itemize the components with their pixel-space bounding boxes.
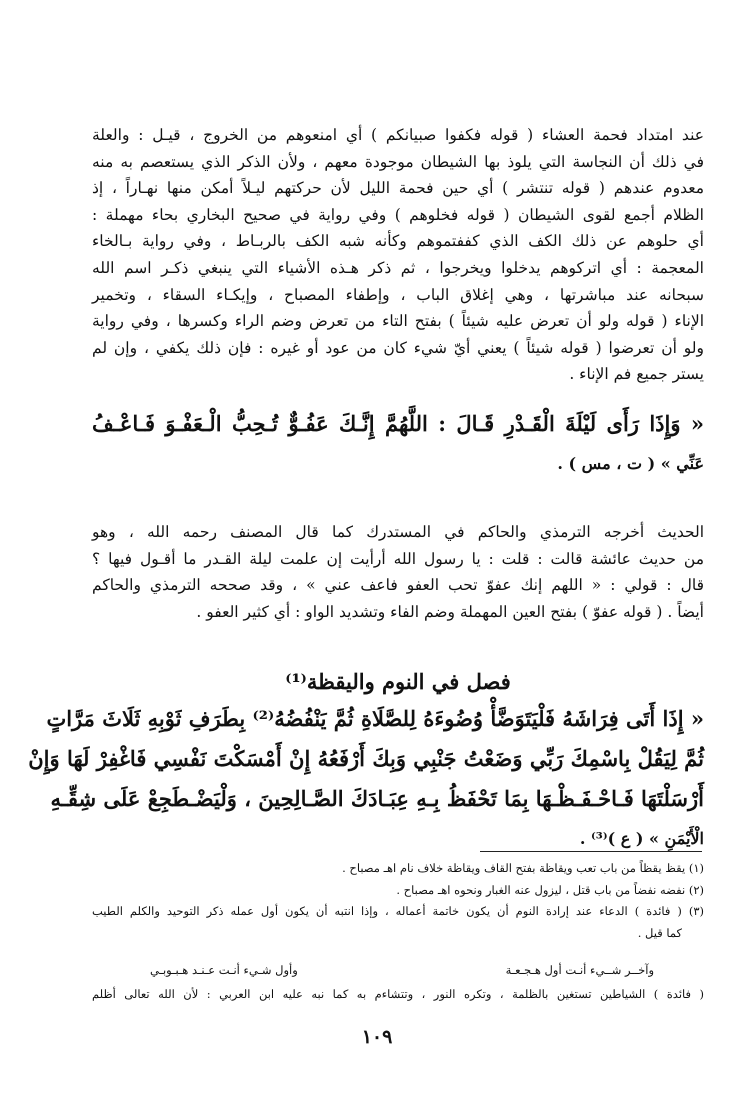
commentary-line: في ذلك أن النجاسة التي يلوذ بها الشيطان موجودة معهم ، ولأن الذكر الذي يستعصم به منه	[92, 152, 704, 171]
footnote: كما قيل .	[637, 925, 682, 940]
commentary-line: الحديث أخرجه الترمذي والحاكم في المستدرك كما قال المصنف رحمه الله ، وهو	[92, 523, 704, 541]
verse-second-hemistich: وأول شـيء أنـت عـنـد هـبـوبـي	[150, 963, 298, 977]
footnote: (٢) نفضه نفضاً من باب قتل ، ليزول عنه الغبار ونحوه اهـ مصباح .	[396, 882, 704, 897]
commentary-line: سبحانه عند مباشرتها ، وهي إغلاق الباب ، وإطفاء المصباح ، وإيكـاء السقاء ، وتخمير	[92, 285, 704, 304]
poetry-verse	[150, 958, 654, 982]
hadith-ending-with-reference: عَنِّي » ( ت ، مس ) .	[557, 454, 704, 473]
hadith-ending-with-reference: الْأَيْمَنِ » ( ع )⁽³⁾ .	[579, 829, 704, 848]
hadith-line: « وَإِذَا رَأَى لَيْلَةَ الْقَـدْرِ قَـالَ : اللَّهُمَّ إِنَّـكَ عَفُـوٌّ تُـحِبُّ الْـعَفْـوَ فَـاعْـفُ	[92, 411, 704, 436]
hadith-line: أَرْسَلْتَهَا فَـاحْـفَـظْـهَا بِمَا تَحْفَظُ بِـهِ عِبَـادَكَ الصَّـالِحِينَ ، وَلْيَضْـطَجِعْ عَلَى شِقِّـهِ	[50, 786, 704, 811]
footnote: (١) يقظ يقظاً من باب تعب ويقاظة بفتح القاف ويقاظة خلاف نام اهـ مصباح .	[342, 861, 704, 875]
commentary-line: معدوم عندهم ( قوله تنتشر ) أي حين فحمة الليل لأن حركتهم ليـلاً أمكن منها نهـاراً ، إذ	[92, 179, 704, 198]
commentary-line: ولو أن تعرضوا ( قوله شيئاً ) يعني أيّ شيء كان من عود أو غيره : فإن ذلك يكفي ، وإن لم	[92, 338, 704, 357]
commentary-block-1	[92, 122, 704, 388]
commentary-line: من حديث عائشة قالت : قلت : يا رسول الله أرأيت إن علمت ليلة القـدر ما أقـول فيها ؟	[92, 549, 704, 568]
commentary-line: المعجمة : أي اتركوهم يدخلوا ويخرجوا ، ثم ذكر هـذه الأشياء التي ينبغي ذكـر اسم الله	[92, 258, 704, 277]
commentary-line: قال : قولي : « اللهم إنك عفوّ تحب العفو فاعف عني » ، وقد صححه الترمذي والحاكم	[92, 576, 704, 595]
footnote: (٣) ( فائدة ) الدعاء عند إرادة النوم أن يكون خاتمة أعماله ، وإذا انتبه أن يكون أول عمله ذكر التوحيد والكلم الطيب	[92, 904, 704, 918]
footnote: ( فائدة ) الشياطين تستغين بالظلمة ، وتكره النور ، وتتشاءم به كما نبه عليه ابن العربي : لأن الله تعالى أظلم	[92, 987, 704, 1001]
hadith-line: ثُمَّ لِيَقُلْ بِاسْمِكَ رَبِّي وَضَعْتُ جَنْبِي وَبِكَ أَرْفَعُهُ إِنْ أَمْسَكْتَ نَفْسِي فَاغْفِرْ لَهَا وَإِنْ	[28, 746, 704, 771]
footnotes	[92, 858, 704, 944]
hadith-block-2	[28, 699, 704, 859]
commentary-line: الظلام أجمع لقوى الشيطان ( قوله فخلوهم ) وفي رواية في صحيح البخاري بحاء مهملة :	[92, 205, 704, 224]
hadith-line: « إِذَا أَتَى فِرَاشَهُ فَلْيَتَوَضَّأْ وُضُوءَهُ لِلصَّلَاةِ ثُمَّ يَنْفُضُهُ⁽²⁾ بِطَرَفِ ثَوْبِهِ ثَلَاثَ مَرَّاتٍ	[46, 706, 704, 731]
commentary-line: يستر جميع فم الإناء .	[569, 365, 704, 384]
section-heading: فصل في النوم واليقظة⁽¹⁾	[285, 669, 511, 694]
commentary-line: أيضاً . ( قوله عفوّ ) بفتح العين المهملة وضم الفاء وتشديد الواو : أي كثير العفو .	[196, 602, 704, 621]
hadith-block-1	[92, 404, 704, 484]
page-number: ١٠٩	[361, 1026, 393, 1048]
commentary-line: عند امتداد فحمة العشاء ( قوله فكفوا صبيانكم ) أي امنعوهم من الخروج ، قيـل : والعلة	[92, 126, 704, 144]
verse-first-hemistich: وآخــر شــيء أنـت أول هـجـعـة	[505, 963, 654, 977]
commentary-block-2	[92, 519, 704, 625]
footnote-continuation	[92, 984, 704, 1006]
commentary-line: الإناء ( قوله ولو أن تعرض عليه شيئاً ) بفتح التاء من تعرض وضم الراء وكسرها ، وفي رواية	[92, 312, 704, 331]
commentary-line: أي حلوهم عن ذلك الكف الذي كففتموهم وكأنه شبه الكف بالربـاط ، وفي رواية بـالخاء	[92, 232, 704, 251]
footnote-separator	[480, 851, 702, 852]
